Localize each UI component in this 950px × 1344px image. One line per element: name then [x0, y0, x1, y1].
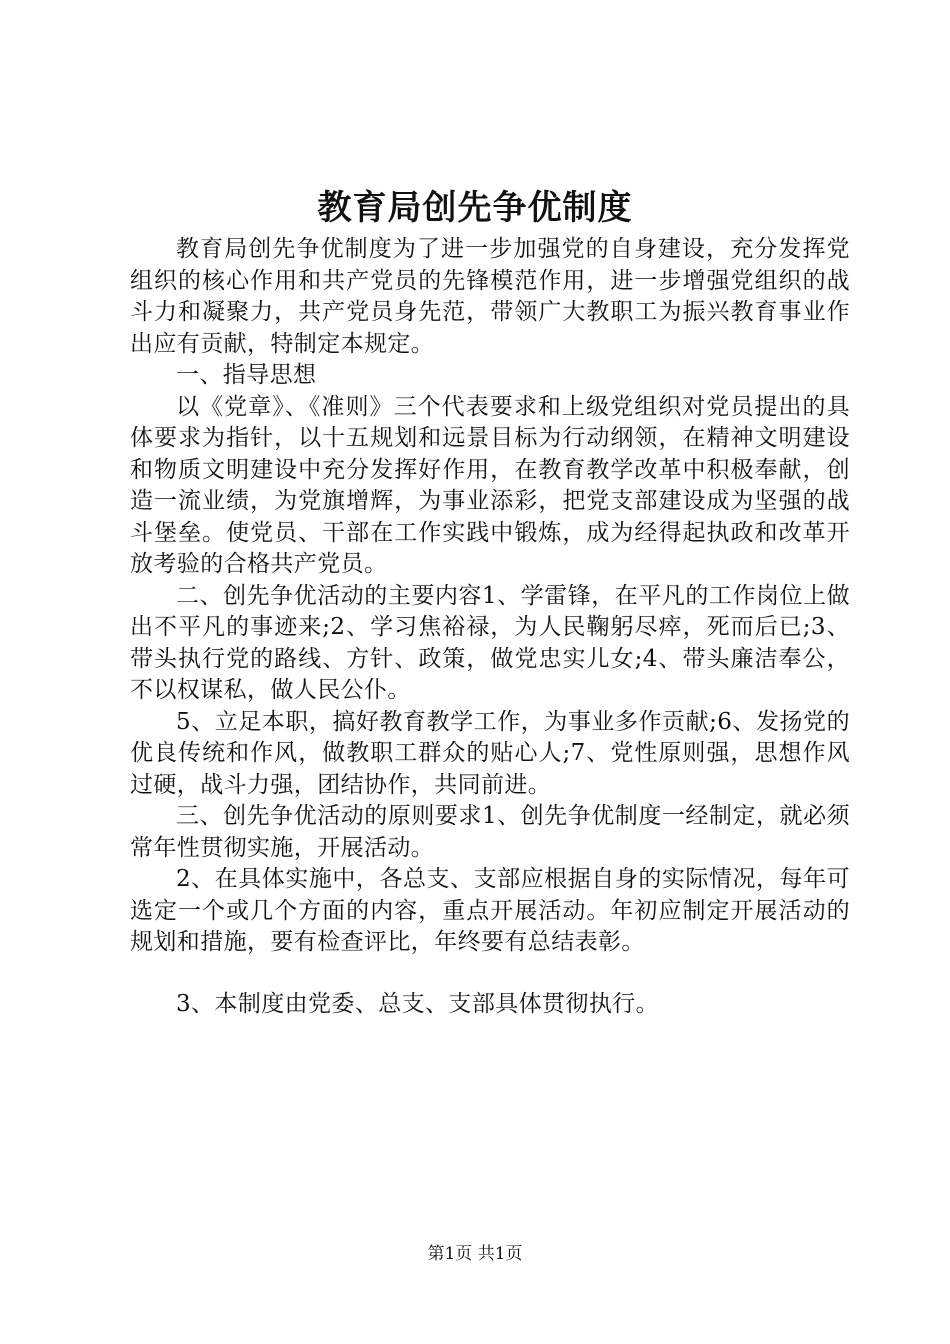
page-footer: 第1页 共1页	[427, 1244, 523, 1264]
paragraph-intro: 教育局创先争优制度为了进一步加强党的自身建设，充分发挥党组织的核心作用和共产党员的先锋模范作用，进一步增强党组织的战斗力和凝聚力，共产党员身先范，带领广大教职工为振兴教育事业作出应有贡献，特制定本规定。	[130, 236, 850, 357]
document-body	[130, 234, 850, 1020]
paragraph-main-content-continued: 5、立足本职，搞好教育教学工作，为事业多作贡献;6、发扬党的优良传统和作风，做教职工群众的贴心人;7、党性原则强，思想作风过硬，战斗力强，团结协作，共同前进。	[130, 708, 850, 798]
paragraph-main-content: 二、创先争优活动的主要内容1、学雷锋，在平凡的工作岗位上做出不平凡的事迹来;2、学习焦裕禄，为人民鞠躬尽瘁，死而后已;3、带头执行党的路线、方针、政策，做党忠实儿女;4、带头廉洁奉公，不以权谋私，做人民公仆。	[130, 582, 850, 703]
paragraph-principles: 三、创先争优活动的原则要求1、创先争优制度一经制定，就必须常年性贯彻实施，开展活动。	[130, 803, 850, 861]
document-title: 教育局创先争优制度	[317, 188, 633, 228]
section-heading-guiding-thought: 一、指导思想	[176, 362, 317, 388]
paragraph-execution: 3、本制度由党委、总支、支部具体贯彻执行。	[176, 990, 660, 1017]
paragraph-guiding-thought: 以《党章》、《准则》三个代表要求和上级党组织对党员提出的具体要求为指针，以十五规划和远景目标为行动纲领，在精神文明建设和物质文明建设中充分发挥好作用，在教育教学改革中积极奉献，创造一流业绩，为党旗增辉，为事业添彩，把党支部建设成为坚强的战斗堡垒。使党员、干部在工作实践中锻炼，成为经得起执政和改革开放考验的合格共产党员。	[130, 393, 850, 577]
paragraph-implementation: 2、在具体实施中，各总支、支部应根据自身的实际情况，每年可选定一个或几个方面的内容，重点开展活动。年初应制定开展活动的规划和措施，要有检查评比，年终要有总结表彰。	[130, 866, 850, 955]
